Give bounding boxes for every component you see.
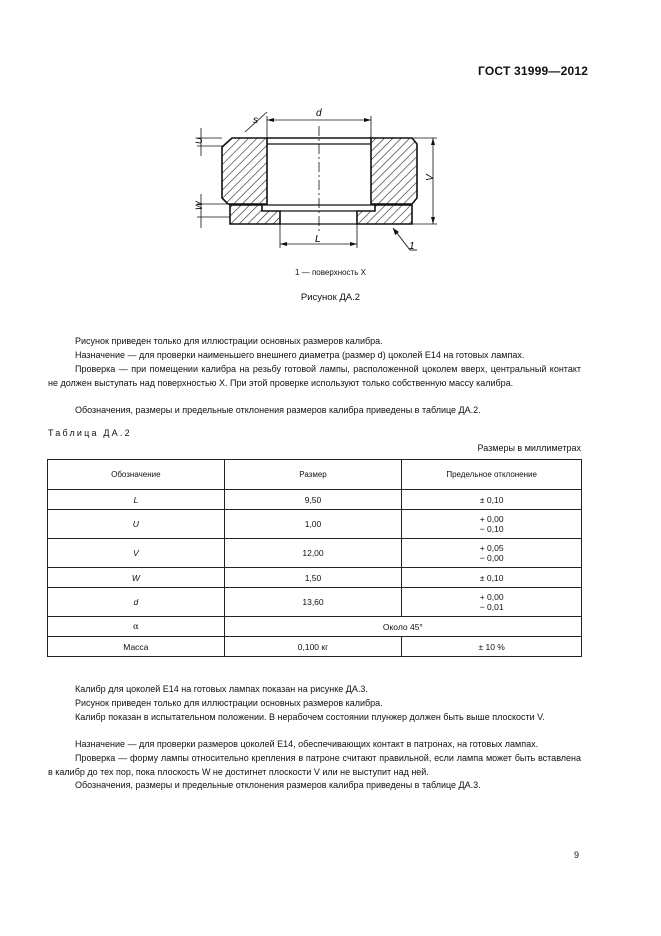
- deviation-cell: [402, 588, 582, 617]
- table-units: Размеры в миллиметрах: [477, 443, 581, 453]
- symbol-cell: U: [48, 510, 225, 539]
- dim-l-label: L: [315, 234, 321, 245]
- size-cell: 9,50: [224, 490, 402, 510]
- deviation-cell: ± 10 %: [402, 637, 582, 657]
- gauge-drawing: [185, 108, 445, 263]
- deviation-cell: [402, 539, 582, 568]
- figure-caption: Рисунок ДА.2: [300, 292, 361, 303]
- symbol-cell: L: [48, 490, 225, 510]
- paragraph: Рисунок приведен только для иллюстрации основных размеров калибра.: [75, 336, 383, 346]
- merged-cell: Около 45°: [224, 617, 581, 637]
- symbol-cell: V: [48, 539, 225, 568]
- table-row: [48, 637, 582, 657]
- deviation-cell: [402, 510, 582, 539]
- flange-right-section: [357, 205, 412, 224]
- upper-deviation: + 0,00: [479, 513, 504, 524]
- lower-deviation: − 0,00: [479, 553, 504, 563]
- dim-u-label: U: [194, 137, 204, 144]
- document-header: ГОСТ 31999—2012: [478, 64, 589, 78]
- paragraph: Обозначения, размеры и предельные отклонения размеров калибра приведены в таблице ДА.2.: [75, 405, 481, 415]
- body-right-section: [371, 138, 417, 204]
- symbol-cell: α: [48, 617, 225, 637]
- dim-v-label: V: [425, 174, 436, 181]
- symbol-cell: W: [48, 568, 225, 588]
- paragraph: Калибр для цоколей E14 на готовых лампах показан на рисунке ДА.3.: [75, 684, 368, 694]
- lower-deviation: − 0,10: [479, 524, 504, 534]
- paragraph: Проверка — форму лампы относительно крепления в патроне считают правильной, если лампа может быть вставлена в калибр до тех пор, пока плоскость W не достигнет плоскости V или не выступит над ней.: [48, 753, 581, 777]
- column-header: Предельное отклонение: [402, 460, 582, 490]
- figure-legend: 1 — поверхность X: [295, 268, 366, 277]
- deviation-cell: ± 0,10: [402, 568, 582, 588]
- paragraph: Обозначения, размеры и предельные отклонения размеров калибра приведены в таблице ДА.3.: [75, 780, 481, 790]
- table-header-row: [48, 460, 582, 490]
- paragraph: Проверка — при помещении калибра на резьбу готовой лампы, расположенной цоколем вверх, центральный контакт не должен выступать над поверхностью X. При этой проверке используют только собственную массу калибра.: [48, 364, 581, 388]
- size-cell: 12,00: [224, 539, 402, 568]
- upper-deviation: + 0,00: [479, 591, 504, 602]
- upper-deviation: + 0,05: [479, 542, 504, 553]
- dim-d-label: d: [316, 108, 322, 119]
- paragraph: Назначение — для проверки размеров цоколей E14, обеспечивающих контакт в патронах, на готовых лампах.: [75, 739, 539, 749]
- column-header: Размер: [224, 460, 402, 490]
- paragraph: Калибр показан в испытательном положении. В нерабочем состоянии плунжер должен быть выше плоскости V.: [75, 712, 545, 722]
- paragraph: Назначение — для проверки наименьшего внешнего диаметра (размер d) цоколей E14 на готовых лампах.: [75, 350, 525, 360]
- symbol-cell: Масса: [48, 637, 225, 657]
- page-number: 9: [574, 850, 580, 860]
- table-row: [48, 510, 582, 539]
- body-left-section: [222, 138, 267, 204]
- table-row: [48, 617, 582, 637]
- lower-deviation: − 0,01: [479, 602, 504, 612]
- table-row: [48, 539, 582, 568]
- flange-left-section: [230, 205, 280, 224]
- column-header: Обозначение: [48, 460, 225, 490]
- size-cell: 1,50: [224, 568, 402, 588]
- table-row: [48, 568, 582, 588]
- dim-w-label: W: [194, 201, 204, 210]
- callout-1-label: 1: [409, 241, 415, 252]
- dim-s-label: s: [253, 115, 258, 126]
- paragraph: Рисунок приведен только для иллюстрации основных размеров калибра.: [75, 698, 383, 708]
- table-row: [48, 588, 582, 617]
- size-cell: 0,100 кг: [224, 637, 402, 657]
- size-cell: 13,60: [224, 588, 402, 617]
- table-row: [48, 490, 582, 510]
- table-title: Таблица ДА.2: [48, 428, 132, 438]
- deviation-cell: ± 0,10: [402, 490, 582, 510]
- size-cell: 1,00: [224, 510, 402, 539]
- dimensions-table: [47, 459, 582, 657]
- symbol-cell: d: [48, 588, 225, 617]
